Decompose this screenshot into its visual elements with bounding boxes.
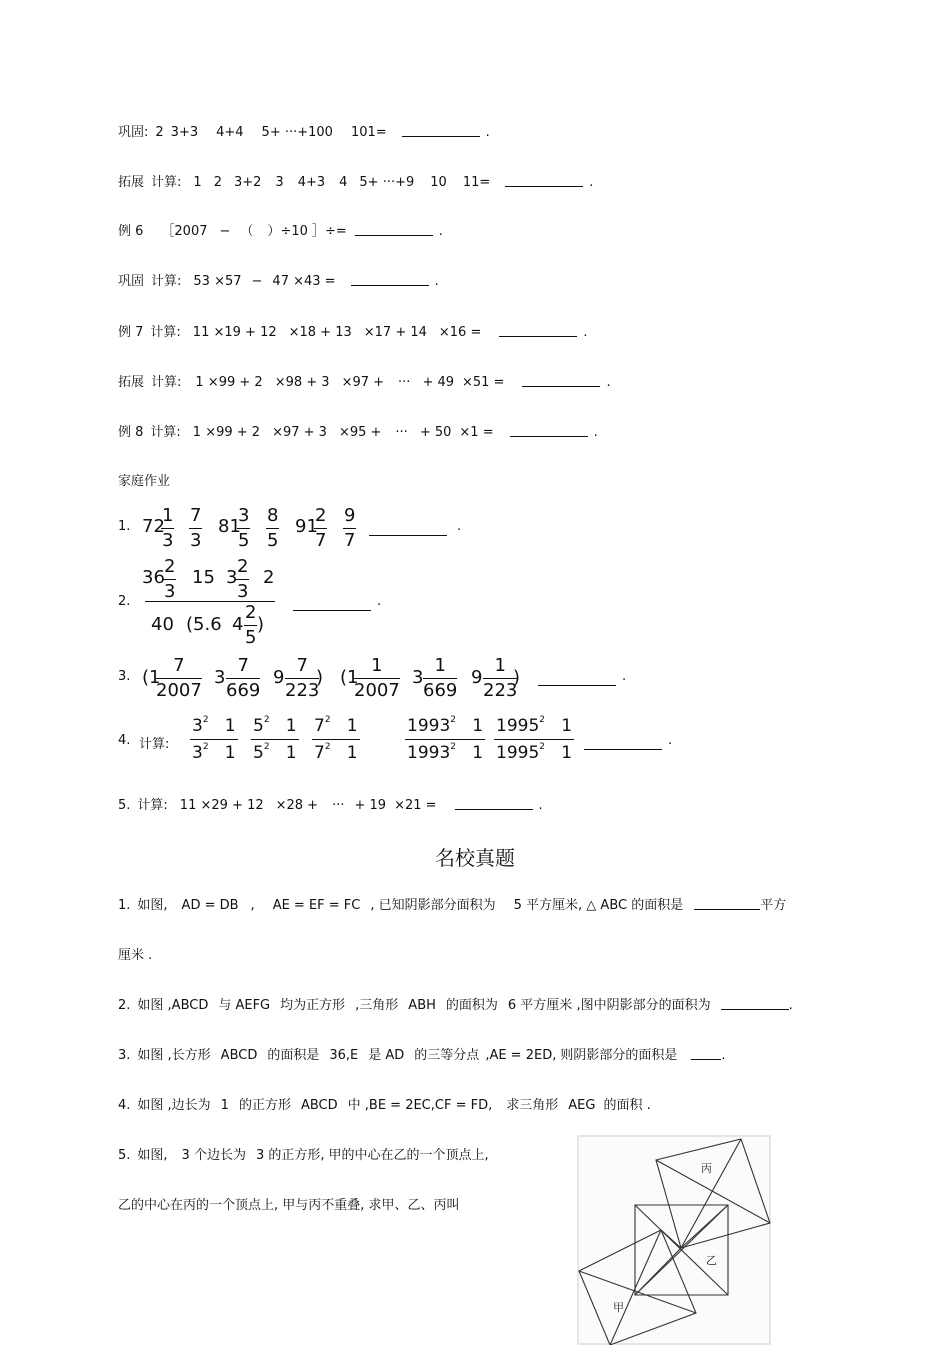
fraction: $\frac{1}{2007}$ (354, 655, 400, 701)
label-jia: 甲 (613, 1301, 624, 1314)
power-fraction: 1995$^2$ 1 1995$^2$ 1 (496, 715, 573, 763)
label-yi: 乙 (706, 1254, 717, 1267)
fraction: $\frac{2}{5}$ (245, 602, 257, 648)
problem-4: 4. 如图 ,边长为 1 的正方形 ABCD 中 ,BE = 2EC,CF = FD, 求三角形 AEG 的面积 . (118, 1098, 651, 1113)
power-fraction: $7^2$ 1 $7^2$ 1 (314, 715, 358, 763)
answer-blank[interactable] (355, 234, 433, 236)
answer-blank[interactable] (499, 335, 577, 337)
answer-blank[interactable] (455, 808, 533, 810)
answer-blank[interactable] (584, 748, 662, 750)
line-extend-1: 拓展 计算: 1 2 3+2 3 4+3 4 5+ ···+9 10 11= . (118, 175, 594, 190)
fraction: $\frac{7}{3}$ (190, 505, 202, 551)
problem-2: 2. 如图 ,ABCD 与 AEFG 均为正方形 ,三角形 ABH 的面积为 6 平方厘米 ,图中阴影部分的面积为 . (118, 998, 793, 1013)
section-title: 名校真题 (435, 846, 515, 870)
power-fraction: 1993$^2$ 1 1993$^2$ 1 (407, 715, 484, 763)
fraction: $\frac{7}{223}$ (285, 655, 320, 701)
line-example-8: 例 8 计算: 1 ×99 + 2 ×97 + 3 ×95 + ··· + 50 ×1 = . (118, 425, 598, 440)
answer-blank[interactable] (522, 385, 600, 387)
line-extend-2: 拓展 计算: 1 ×99 + 2 ×98 + 3 ×97 + ··· + 49 ×51 = . (118, 375, 611, 390)
line-consolidate-1: 巩固: 2 3+3 4+4 5+ ···+100 101= . (118, 125, 490, 140)
power-fraction: $5^2$ 1 $5^2$ 1 (253, 715, 297, 763)
problem-1-cont: 厘米 . (118, 948, 153, 963)
answer-blank[interactable] (351, 284, 429, 286)
fraction: $\frac{8}{5}$ (267, 505, 279, 551)
fraction: $\frac{2}{3}$ (164, 556, 176, 602)
answer-blank[interactable] (402, 135, 480, 137)
fraction: $\frac{9}{7}$ (344, 505, 356, 551)
answer-blank[interactable] (694, 908, 760, 910)
three-squares-figure (577, 1135, 773, 1345)
label-bing: 丙 (701, 1162, 712, 1175)
fraction: $\frac{7}{669}$ (226, 655, 261, 701)
line-example-7: 例 7 计算: 11 ×19 + 12 ×18 + 13 ×17 + 14 ×16 = . (118, 325, 588, 340)
answer-blank[interactable] (505, 185, 583, 187)
fraction: $\frac{1}{3}$ (162, 505, 174, 551)
answer-blank[interactable] (369, 534, 447, 536)
homework-heading: 家庭作业 (118, 474, 171, 489)
answer-blank[interactable] (691, 1058, 721, 1060)
homework-item-5: 5. 计算: 11 ×29 + 12 ×28 + ··· + 19 ×21 = . (118, 798, 543, 813)
fraction: $\frac{1}{669}$ (423, 655, 458, 701)
answer-blank[interactable] (510, 435, 588, 437)
power-fraction: $3^2$ 1 $3^2$ 1 (192, 715, 236, 763)
fraction: $\frac{2}{7}$ (315, 505, 327, 551)
answer-blank[interactable] (538, 684, 616, 686)
problem-3: 3. 如图 ,长方形 ABCD 的面积是 36,E 是 AD 的三等分点 ,AE = 2ED, 则阴影部分的面积是 . (118, 1048, 726, 1063)
fraction: $\frac{1}{223}$ (483, 655, 518, 701)
problem-5-cont: 乙的中心在丙的一个顶点上, 甲与丙不重叠, 求甲、乙、丙叫 (118, 1198, 460, 1213)
answer-blank[interactable] (721, 1008, 789, 1010)
problem-1: 1. 如图, AD = DB , AE = EF = FC , 已知阴影部分面积为 5 平方厘米, △ ABC 的面积是 平方 (118, 898, 787, 913)
fraction: $\frac{3}{5}$ (238, 505, 250, 551)
fraction: $\frac{7}{2007}$ (156, 655, 202, 701)
line-consolidate-2: 巩固 计算: 53 ×57 − 47 ×43 = . (118, 274, 439, 289)
fraction: $\frac{2}{3}$ (237, 556, 249, 602)
problem-5: 5. 如图, 3 个边长为 3 的正方形, 甲的中心在乙的一个顶点上, (118, 1148, 489, 1163)
line-example-6: 例 6 ［2007 − （ ）÷10 ］÷= . (118, 224, 443, 239)
answer-blank[interactable] (293, 609, 371, 611)
